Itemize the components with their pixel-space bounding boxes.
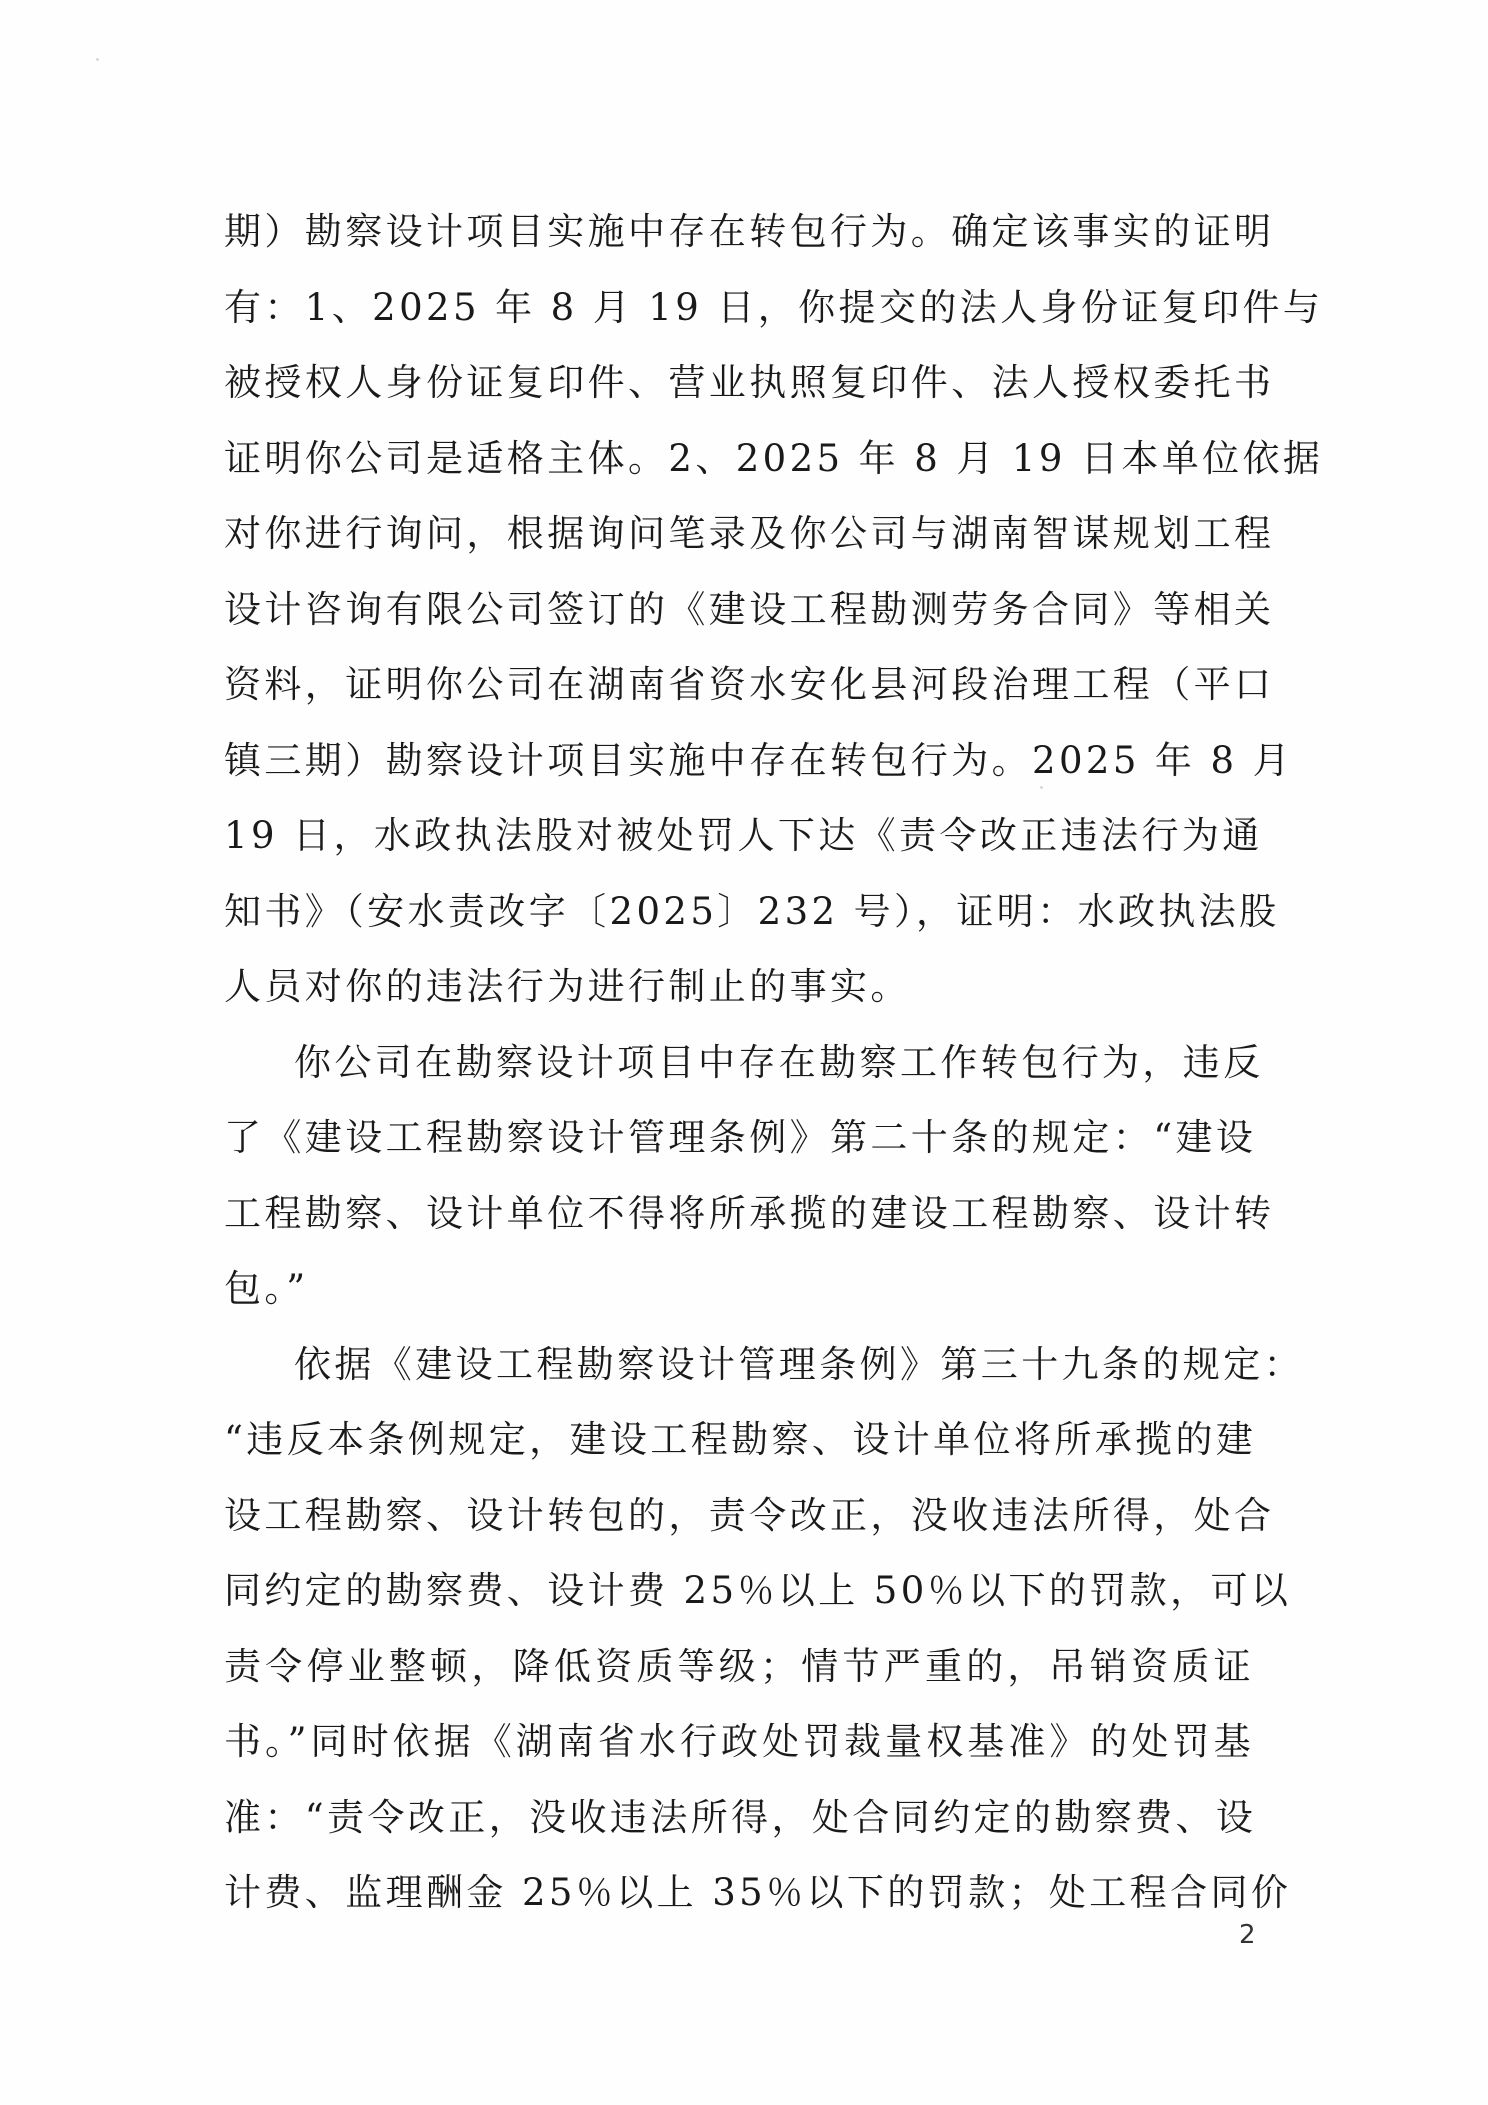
text-line: 责令停业整顿，降低资质等级；情节严重的，吊销资质证 <box>224 1644 1254 1688</box>
text-line: 期）勘察设计项目实施中存在转包行为。确定该事实的证明 <box>224 210 1275 253</box>
document-body <box>224 194 1324 1931</box>
text-line: 准：“责令改正，没收违法所得，处合同约定的勘察费、设 <box>224 1795 1257 1839</box>
text-line: 被授权人身份证复印件、营业执照复印件、法人授权委托书 <box>224 361 1275 404</box>
text-line: 依据《建设工程勘察设计管理条例》第三十九条的规定： <box>294 1342 1304 1386</box>
text-line: 知书》（安水责改字〔2025〕232 号），证明：水政执法股 <box>224 889 1280 933</box>
text-line: 书。”同时依据《湖南省水行政处罚裁量权基准》的处罚基 <box>224 1720 1254 1763</box>
text-line: 19 日，水政执法股对被处罚人下达《责令改正违法行为通 <box>224 814 1263 857</box>
scan-speck <box>96 58 99 61</box>
text-line: “违反本条例规定，建设工程勘察、设计单位将所承揽的建 <box>224 1418 1257 1461</box>
text-line: 同约定的勘察费、设计费 25％以上 50％以下的罚款，可以 <box>224 1569 1292 1612</box>
text-line: 镇三期）勘察设计项目实施中存在转包行为。2025 年 8 月 <box>224 738 1293 782</box>
text-line: 设计咨询有限公司签订的《建设工程勘测劳务合同》等相关 <box>224 587 1275 631</box>
text-line: 人员对你的违法行为进行制止的事实。 <box>224 965 911 1008</box>
text-line: 工程勘察、设计单位不得将所承揽的建设工程勘察、设计转 <box>224 1191 1275 1235</box>
text-line: 你公司在勘察设计项目中存在勘察工作转包行为，违反 <box>294 1040 1264 1084</box>
text-line: 证明你公司是适格主体。2、2025 年 8 月 19 日本单位依据 <box>224 436 1324 480</box>
text-line: 资料，证明你公司在湖南省资水安化县河段治理工程（平口 <box>224 663 1275 706</box>
text-line: 对你进行询问，根据询问笔录及你公司与湖南智谋规划工程 <box>224 512 1275 555</box>
text-line: 包。” <box>224 1267 309 1310</box>
text-line: 有：1、2025 年 8 月 19 日，你提交的法人身份证复印件与 <box>224 285 1324 329</box>
text-line: 了《建设工程勘察设计管理条例》第二十条的规定：“建设 <box>224 1116 1257 1159</box>
page-number: 2 <box>1239 1920 1256 1950</box>
text-line: 设工程勘察、设计转包的，责令改正，没收违法所得，处合 <box>224 1493 1275 1537</box>
text-line: 计费、监理酬金 25％以上 35％以下的罚款；处工程合同价 <box>224 1871 1292 1914</box>
